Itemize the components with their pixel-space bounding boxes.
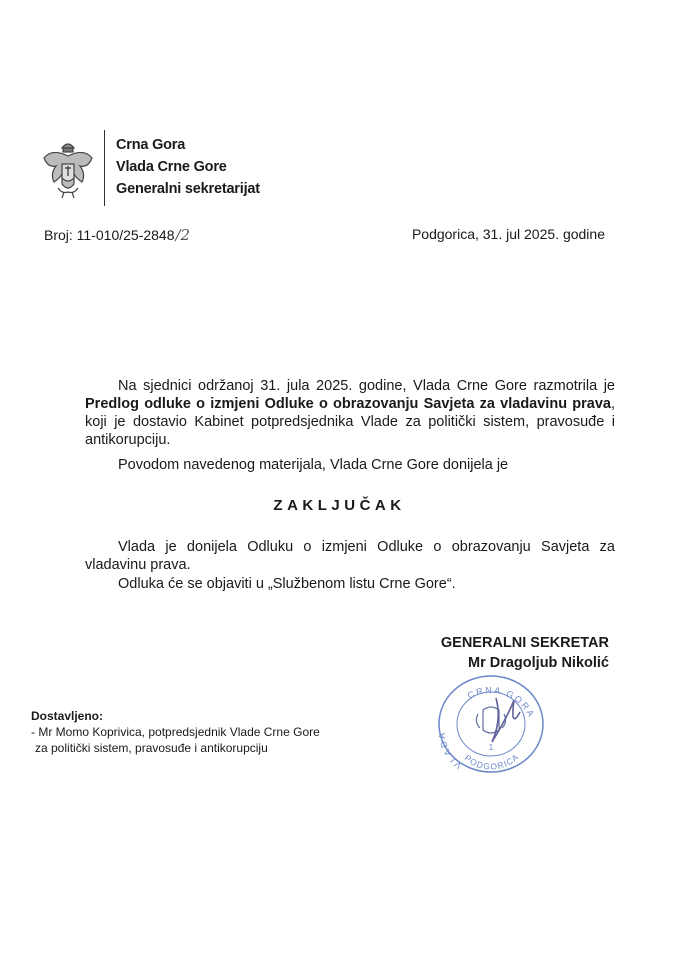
distribution-line-1: - Mr Momo Koprivica, potpredsjednik Vlade Crne Gore bbox=[31, 725, 320, 739]
distribution-label: Dostavljeno: bbox=[31, 709, 104, 723]
distribution-block bbox=[31, 708, 320, 756]
reference-number bbox=[44, 226, 190, 244]
paragraph-3-text: Vlada je donijela Odluku o izmjeni Odluke o obrazovanju Savjeta za vladavinu prava. bbox=[85, 539, 615, 573]
handwritten-suffix: /2 bbox=[175, 226, 191, 244]
stamp-left-text: VLADA bbox=[436, 730, 464, 771]
paragraph-1-start: Na sjednici održanoj 31. jula 2025. godine, Vlada Crne Gore razmotrila je bbox=[118, 378, 615, 394]
stamp-top-text: CRNA GORA bbox=[465, 684, 538, 720]
paragraph-3 bbox=[85, 538, 615, 574]
institution-block bbox=[116, 134, 260, 200]
stamp-number: 1 bbox=[488, 743, 494, 752]
reference-number-text: Broj: 11-010/25-2848 bbox=[44, 227, 175, 243]
stamp-bottom-text: PODGORICA bbox=[462, 751, 521, 772]
paragraph-1 bbox=[85, 377, 615, 449]
svg-text:CRNA GORA bbox=[466, 685, 537, 720]
distribution-line-2: za politički sistem, pravosuđe i antikorupciju bbox=[35, 741, 268, 755]
header-divider bbox=[104, 130, 105, 206]
paragraph-4: Odluka će se objaviti u „Službenom listu Crne Gore“. bbox=[118, 576, 456, 592]
institution-government: Vlada Crne Gore bbox=[116, 159, 227, 175]
paragraph-2: Povodom navedenog materijala, Vlada Crne Gore donijela je bbox=[118, 457, 509, 473]
institution-country: Crna Gora bbox=[116, 137, 186, 153]
paragraph-1-end: , koji je dostavio Kabinet potpredsjednika Vlade za politički sistem, pravosuđe i antikorupciju. bbox=[85, 396, 615, 448]
signature-block bbox=[441, 633, 609, 673]
official-stamp bbox=[428, 670, 553, 778]
place-date: Podgorica, 31. jul 2025. godine bbox=[411, 226, 605, 242]
montenegro-coat-of-arms-icon bbox=[40, 138, 96, 200]
signature-title: GENERALNI SEKRETAR bbox=[440, 635, 609, 651]
paragraph-1-bold: Predlog odluke o izmjeni Odluke o obrazovanju Savjeta za vladavinu prava bbox=[85, 396, 611, 412]
conclusion-heading: ZAKLJUČAK bbox=[273, 497, 406, 514]
stamp-emblem-icon bbox=[476, 707, 505, 733]
institution-secretariat: Generalni sekretarijat bbox=[116, 181, 260, 197]
signature-name: Mr Dragoljub Nikolić bbox=[468, 655, 609, 671]
